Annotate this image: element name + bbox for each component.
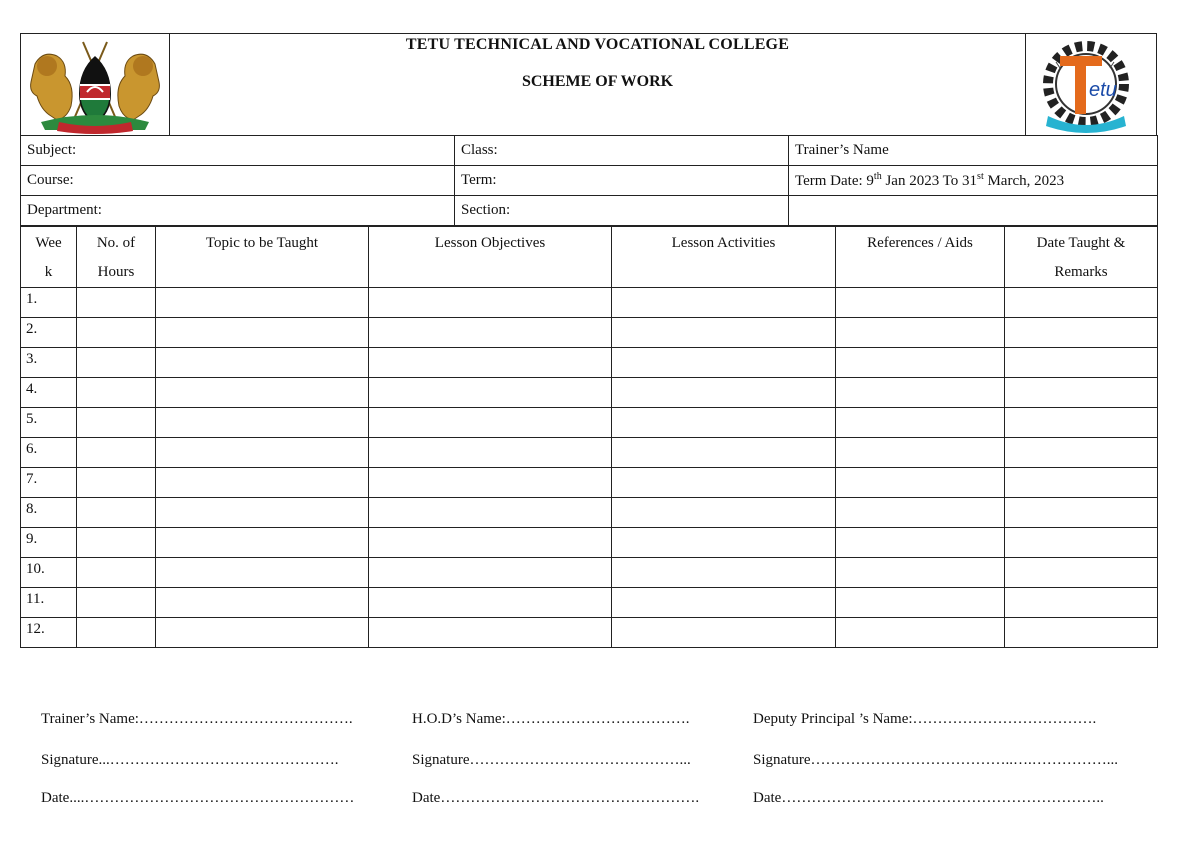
table-cell [836, 528, 1005, 558]
table-cell [77, 468, 156, 498]
term-field: Term: [455, 166, 789, 196]
table-cell [369, 348, 612, 378]
table-row [21, 498, 1158, 528]
table-cell [369, 528, 612, 558]
table-cell [1005, 588, 1158, 618]
table-cell [77, 618, 156, 648]
table-cell [369, 318, 612, 348]
table-cell [836, 348, 1005, 378]
table-cell [156, 438, 369, 468]
table-cell [77, 378, 156, 408]
week-number: 10. [21, 558, 77, 588]
table-cell [836, 408, 1005, 438]
table-cell [156, 558, 369, 588]
document-title: SCHEME OF WORK [521, 73, 674, 90]
trainer-signature-line: Signature...………………………………………. [41, 752, 339, 768]
table-cell [156, 468, 369, 498]
section-field: Section: [455, 196, 789, 226]
week-number: 8. [21, 498, 77, 528]
table-cell [77, 498, 156, 528]
table-row [21, 558, 1158, 588]
hod-date-line: Date……………………………………………. [412, 790, 700, 806]
table-cell [369, 288, 612, 318]
table-cell [1005, 498, 1158, 528]
table-cell [1005, 288, 1158, 318]
table-cell [612, 348, 836, 378]
coat-of-arms-cell [21, 34, 170, 135]
table-cell [369, 438, 612, 468]
col-activities: Lesson Activities [612, 227, 836, 288]
col-topic: Topic to be Taught [156, 227, 369, 288]
table-cell [369, 498, 612, 528]
trainer-name-field: Trainer’s Name [789, 136, 1158, 166]
table-row [21, 468, 1158, 498]
table-cell [1005, 378, 1158, 408]
table-cell [369, 408, 612, 438]
table-cell [836, 468, 1005, 498]
table-row [21, 618, 1158, 648]
table-cell [836, 378, 1005, 408]
table-cell [836, 318, 1005, 348]
week-number: 12. [21, 618, 77, 648]
table-cell [156, 288, 369, 318]
table-cell [836, 438, 1005, 468]
table-cell [612, 318, 836, 348]
table-cell [1005, 558, 1158, 588]
table-cell [77, 288, 156, 318]
table-cell [1005, 618, 1158, 648]
table-header-row [21, 227, 1158, 288]
week-number: 4. [21, 378, 77, 408]
table-cell [1005, 348, 1158, 378]
col-hours: No. of Hours [77, 227, 156, 288]
table-cell [612, 498, 836, 528]
table-cell [1005, 408, 1158, 438]
col-objectives: Lesson Objectives [369, 227, 612, 288]
week-number: 3. [21, 348, 77, 378]
info-row [21, 136, 1158, 166]
table-cell [1005, 318, 1158, 348]
table-cell [156, 498, 369, 528]
table-cell [369, 588, 612, 618]
table-cell [369, 618, 612, 648]
table-cell [612, 528, 836, 558]
table-cell [612, 588, 836, 618]
hod-signature-line: Signature……………………………………... [412, 752, 691, 768]
table-row [21, 438, 1158, 468]
trainer-date-line: Date....……………………………………………… [41, 790, 355, 806]
svg-text:etu: etu [1089, 79, 1117, 101]
table-row [21, 318, 1158, 348]
table-cell [77, 558, 156, 588]
table-cell [836, 558, 1005, 588]
table-cell [612, 618, 836, 648]
table-row [21, 288, 1158, 318]
table-cell [1005, 468, 1158, 498]
table-row [21, 408, 1158, 438]
table-body [21, 288, 1158, 648]
department-field: Department: [21, 196, 455, 226]
week-number: 5. [21, 408, 77, 438]
week-number: 11. [21, 588, 77, 618]
table-cell [836, 618, 1005, 648]
table-cell [77, 318, 156, 348]
table-cell [156, 528, 369, 558]
week-number: 7. [21, 468, 77, 498]
table-cell [612, 378, 836, 408]
info-row [21, 196, 1158, 226]
table-cell [1005, 528, 1158, 558]
col-references: References / Aids [836, 227, 1005, 288]
table-cell [612, 408, 836, 438]
table-cell [836, 498, 1005, 528]
table-cell [836, 288, 1005, 318]
table-cell [369, 468, 612, 498]
info-row [21, 166, 1158, 196]
table-cell [156, 588, 369, 618]
table-cell [156, 618, 369, 648]
course-field: Course: [21, 166, 455, 196]
term-date-field: Term Date: 9th Jan 2023 To 31st March, 2023 [789, 166, 1158, 196]
course-info-table [20, 135, 1158, 226]
college-logo-cell [1025, 34, 1156, 135]
table-cell [77, 348, 156, 378]
college-name: TETU TECHNICAL AND VOCATIONAL COLLEGE [405, 36, 790, 53]
table-cell [369, 558, 612, 588]
hod-name-line: H.O.D’s Name:………………………………. [412, 711, 690, 727]
class-field: Class: [455, 136, 789, 166]
deputy-principal-name-line: Deputy Principal ’s Name:………………………………. [753, 711, 1097, 727]
subject-field: Subject: [21, 136, 455, 166]
table-row [21, 348, 1158, 378]
deputy-signature-line: Signature…………………………………..….……………... [753, 752, 1118, 768]
table-cell [156, 408, 369, 438]
tetu-college-logo-icon [1026, 34, 1156, 135]
empty-field [789, 196, 1158, 226]
col-date-remarks: Date Taught & Remarks [1005, 227, 1158, 288]
table-cell [77, 528, 156, 558]
table-cell [369, 378, 612, 408]
week-number: 6. [21, 438, 77, 468]
table-row [21, 528, 1158, 558]
table-cell [836, 588, 1005, 618]
table-cell [77, 408, 156, 438]
table-cell [77, 588, 156, 618]
week-number: 1. [21, 288, 77, 318]
table-cell [612, 468, 836, 498]
week-number: 2. [21, 318, 77, 348]
table-cell [77, 438, 156, 468]
table-row [21, 378, 1158, 408]
table-cell [1005, 438, 1158, 468]
deputy-date-line: Date……………………………………………………….. [753, 790, 1104, 806]
document-header [20, 33, 1157, 136]
table-row [21, 588, 1158, 618]
table-cell [156, 318, 369, 348]
scheme-of-work-table [20, 226, 1158, 648]
table-cell [156, 348, 369, 378]
kenya-coat-of-arms-icon [21, 34, 169, 135]
table-cell [612, 438, 836, 468]
trainer-name-line: Trainer’s Name:……………………………………. [41, 711, 353, 727]
table-cell [612, 558, 836, 588]
table-cell [612, 288, 836, 318]
col-week: Wee k [21, 227, 77, 288]
table-cell [156, 378, 369, 408]
week-number: 9. [21, 528, 77, 558]
